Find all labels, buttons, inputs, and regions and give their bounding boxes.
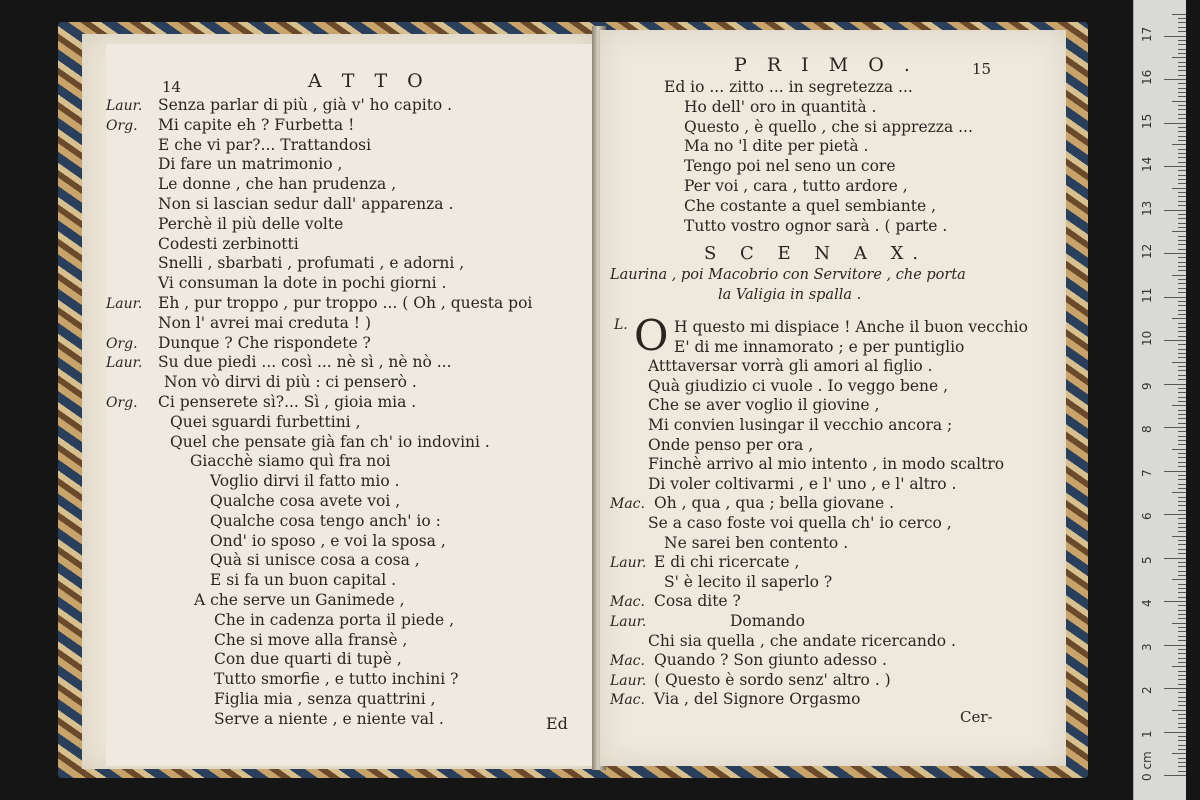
- ruler-tick: [1172, 492, 1186, 493]
- ruler-tick: [1172, 623, 1186, 624]
- ruler-tick: [1178, 336, 1186, 337]
- verse-line: S' è lecito il saperlo ?: [664, 572, 833, 591]
- ruler-tick: [1178, 501, 1186, 502]
- ruler-tick: [1178, 270, 1186, 271]
- ruler-tick: [1178, 444, 1186, 445]
- verse-line: Perchè il più delle volte: [158, 214, 344, 233]
- verse-line: Che si move alla fransè ,: [214, 630, 408, 649]
- verse-line: Che se aver voglio il giovine ,: [648, 396, 880, 415]
- verse-line: ( Questo è sordo senz' altro . ): [654, 670, 891, 689]
- ruler-tick: [1172, 188, 1186, 189]
- verse-line: Che in cadenza porta il piede ,: [214, 610, 455, 629]
- verse-line: Quando ? Son giunto adesso .: [654, 651, 887, 670]
- ruler-tick: [1178, 70, 1186, 71]
- ruler-tick: [1178, 684, 1186, 685]
- right-page: [600, 30, 1066, 766]
- ruler-tick: [1178, 631, 1186, 632]
- ruler-number: 5: [1140, 555, 1154, 564]
- verse-line: Ond' io sposo , e voi la sposa ,: [210, 531, 446, 550]
- ruler-tick: [1172, 14, 1186, 15]
- ruler-tick: [1164, 123, 1186, 124]
- verse-line: Quei sguardi furbettini ,: [170, 412, 361, 431]
- verse-line: Non l' avrei mai creduta ! ): [158, 313, 372, 332]
- ruler-number: 12: [1140, 243, 1154, 259]
- ruler-tick: [1178, 22, 1186, 23]
- ruler-tick: [1172, 231, 1186, 232]
- ruler-tick: [1178, 658, 1186, 659]
- ruler-tick: [1178, 114, 1186, 115]
- ruler-tick: [1178, 714, 1186, 715]
- ruler-tick: [1172, 57, 1186, 58]
- catchword: Ed: [546, 714, 568, 733]
- ruler-tick: [1178, 40, 1186, 41]
- ruler-tick: [1178, 475, 1186, 476]
- ruler-tick: [1164, 253, 1186, 254]
- ruler-tick: [1178, 288, 1186, 289]
- ruler-tick: [1178, 571, 1186, 572]
- ruler-tick: [1178, 549, 1186, 550]
- ruler-tick: [1178, 257, 1186, 258]
- ruler-tick: [1178, 18, 1186, 19]
- ruler-tick: [1178, 236, 1186, 237]
- ruler-tick: [1178, 131, 1186, 132]
- ruler-tick: [1178, 62, 1186, 63]
- verse-line: Giacchè siamo quì fra noi: [190, 452, 391, 471]
- ruler-tick: [1178, 523, 1186, 524]
- ruler-tick: [1178, 314, 1186, 315]
- ruler-tick: [1172, 405, 1186, 406]
- ruler-tick: [1178, 636, 1186, 637]
- verse-line: Qualche cosa tengo anch' io :: [210, 511, 441, 530]
- ruler-tick: [1178, 175, 1186, 176]
- ruler-tick: [1178, 331, 1186, 332]
- verse-line: Mi convien lusingar il vecchio ancora ;: [648, 416, 953, 434]
- ruler-tick: [1178, 75, 1186, 76]
- verse-line: Vi consuman la dote in pochi giorni .: [158, 274, 447, 293]
- ruler-tick: [1164, 732, 1186, 733]
- ruler-tick: [1178, 766, 1186, 767]
- ruler-tick: [1164, 297, 1186, 298]
- ruler-tick: [1178, 692, 1186, 693]
- ruler-tick: [1178, 196, 1186, 197]
- verse-line: Non vò dirvi di più : ci penserò .: [164, 373, 417, 392]
- ruler-tick: [1178, 357, 1186, 358]
- ruler-tick: [1178, 375, 1186, 376]
- ruler-number: 7: [1140, 468, 1154, 477]
- verse-line: Oh , qua , qua ; bella giovane .: [654, 494, 895, 513]
- ruler-tick: [1178, 614, 1186, 615]
- ruler-tick: [1178, 283, 1186, 284]
- verse-line: Non si lascian sedur dall' apparenza .: [158, 195, 454, 213]
- ruler-tick: [1178, 488, 1186, 489]
- verse-line: Chi sia quella , che andate ricercando .: [648, 631, 956, 650]
- verse-line: Serve a niente , e niente val .: [214, 709, 444, 728]
- speaker-label: Mac.: [610, 496, 645, 513]
- verse-line: Che costante a quel sembiante ,: [684, 196, 937, 215]
- ruler-tick: [1178, 414, 1186, 415]
- ruler-tick: [1178, 83, 1186, 84]
- ruler-tick: [1178, 205, 1186, 206]
- ruler-tick: [1178, 105, 1186, 106]
- ruler-tick: [1172, 101, 1186, 102]
- ruler-tick: [1178, 214, 1186, 215]
- ruler-tick: [1178, 745, 1186, 746]
- ruler-tick: [1178, 675, 1186, 676]
- ruler-tick: [1178, 244, 1186, 245]
- ruler-tick: [1178, 588, 1186, 589]
- verse-line: Per voi , cara , tutto ardore ,: [684, 177, 908, 195]
- ruler-tick: [1178, 31, 1186, 32]
- ruler-number: 0 cm: [1140, 751, 1154, 781]
- ruler-tick: [1178, 392, 1186, 393]
- speaker-label: Laur.: [106, 296, 143, 312]
- ruler-tick: [1178, 149, 1186, 150]
- ruler-tick: [1178, 179, 1186, 180]
- ruler-tick: [1178, 397, 1186, 398]
- ruler-tick: [1178, 96, 1186, 97]
- stage-direction: la Valigia in spalla .: [718, 287, 862, 303]
- ruler-tick: [1164, 601, 1186, 602]
- ruler-tick: [1178, 566, 1186, 567]
- speaker-label: Mac.: [610, 653, 645, 670]
- ruler-tick: [1164, 471, 1186, 472]
- verse-line: Tengo poi nel seno un core: [684, 157, 896, 176]
- verse-line: E si fa un buon capital .: [210, 571, 397, 590]
- ruler-tick: [1178, 592, 1186, 593]
- ruler-tick: [1178, 505, 1186, 506]
- ruler-tick: [1178, 349, 1186, 350]
- ruler-tick: [1178, 44, 1186, 45]
- ruler-tick: [1178, 323, 1186, 324]
- verse-line: Ed io ... zitto ... in segretezza ...: [664, 78, 913, 96]
- ruler-tick: [1178, 127, 1186, 128]
- ruler-tick: [1178, 170, 1186, 171]
- ruler-tick: [1178, 662, 1186, 663]
- verse-line: Atttaversar vorrà gli amori al figlio .: [648, 357, 933, 376]
- verse-line: Via , del Signore Orgasmo: [654, 690, 861, 709]
- ruler-tick: [1178, 671, 1186, 672]
- verse-line: Quel che pensate già fan ch' io indovini .: [170, 432, 490, 451]
- right-page-text: [600, 30, 1066, 766]
- ruler-tick: [1178, 584, 1186, 585]
- ruler-tick: [1172, 753, 1186, 754]
- ruler-tick: [1178, 410, 1186, 411]
- verse-line: Cosa dite ?: [654, 592, 741, 611]
- verse-line: Quà si unisce cosa a cosa ,: [210, 551, 420, 570]
- speaker-label: Laur.: [106, 98, 143, 114]
- ruler-tick: [1164, 427, 1186, 428]
- speaker-label: Org.: [106, 335, 138, 352]
- ruler-tick: [1178, 723, 1186, 724]
- ruler-number: 15: [1140, 113, 1154, 129]
- verse-line: Codesti zerbinotti: [158, 234, 299, 253]
- stage-direction: Laurina , poi Macobrio con Servitore , che porta: [610, 267, 966, 283]
- ruler-tick: [1164, 340, 1186, 341]
- ruler-tick: [1178, 136, 1186, 137]
- speaker-label: Laur.: [610, 555, 647, 572]
- ruler-tick: [1178, 531, 1186, 532]
- ruler-number: 4: [1140, 599, 1154, 607]
- speaker-label: Mac.: [610, 594, 645, 611]
- ruler-tick: [1178, 749, 1186, 750]
- ruler-tick: [1178, 697, 1186, 698]
- verse-line: Di voler coltivarmi , e l' uno , e l' altro .: [648, 474, 957, 493]
- ruler-tick: [1178, 618, 1186, 619]
- ruler-number: 17: [1140, 26, 1154, 42]
- ruler-tick: [1178, 153, 1186, 154]
- ruler-tick: [1178, 344, 1186, 345]
- running-header: P R I M O .: [734, 54, 917, 76]
- ruler-tick: [1178, 218, 1186, 219]
- verse-line: Tutto vostro ognor sarà . ( parte .: [684, 216, 948, 235]
- ruler-tick: [1178, 423, 1186, 424]
- speaker-label: Laur.: [610, 614, 647, 630]
- drop-cap: O: [634, 311, 669, 360]
- verse-line: Tutto smorfie , e tutto inchini ?: [214, 670, 459, 689]
- measurement-ruler: [1133, 0, 1186, 800]
- ruler-tick: [1178, 262, 1186, 263]
- ruler-tick: [1178, 540, 1186, 541]
- ruler-tick: [1172, 362, 1186, 363]
- verse-line: Su due piedi ... così ... nè sì , nè nò ...: [158, 353, 452, 372]
- ruler-tick: [1178, 327, 1186, 328]
- ruler-tick: [1178, 183, 1186, 184]
- ruler-tick: [1178, 418, 1186, 419]
- ruler-tick: [1178, 497, 1186, 498]
- ruler-tick: [1164, 558, 1186, 559]
- verse-line: Dunque ? Che rispondete ?: [158, 333, 371, 352]
- ruler-tick: [1178, 118, 1186, 119]
- ruler-tick: [1178, 305, 1186, 306]
- ruler-tick: [1164, 36, 1186, 37]
- ruler-tick: [1178, 140, 1186, 141]
- ruler-tick: [1178, 92, 1186, 93]
- ruler-tick: [1164, 688, 1186, 689]
- ruler-tick: [1178, 453, 1186, 454]
- page-number: 14: [162, 78, 182, 96]
- ruler-tick: [1178, 758, 1186, 759]
- speaker-label: L.: [614, 317, 628, 333]
- ruler-tick: [1178, 353, 1186, 354]
- ruler-number: 6: [1140, 512, 1154, 520]
- speaker-label: Org.: [106, 395, 138, 411]
- verse-line: Snelli , sbarbati , profumati , e adorni ,: [158, 254, 465, 273]
- verse-line: Voglio dirvi il fatto mio .: [210, 472, 400, 491]
- ruler-number: 13: [1140, 200, 1154, 216]
- ruler-tick: [1178, 88, 1186, 89]
- verse-line: Mi capite eh ? Furbetta !: [158, 115, 355, 134]
- ruler-tick: [1178, 462, 1186, 463]
- ruler-tick: [1178, 484, 1186, 485]
- ruler-tick: [1178, 701, 1186, 702]
- ruler-tick: [1178, 27, 1186, 28]
- verse-line: Questo , è quello , che si apprezza ...: [684, 117, 973, 136]
- ruler-tick: [1164, 166, 1186, 167]
- ruler-tick: [1178, 718, 1186, 719]
- ruler-tick: [1178, 479, 1186, 480]
- ruler-tick: [1178, 605, 1186, 606]
- ruler-tick: [1178, 227, 1186, 228]
- ruler-tick: [1178, 527, 1186, 528]
- ruler-tick: [1178, 544, 1186, 545]
- ruler-tick: [1178, 301, 1186, 302]
- ruler-tick: [1178, 192, 1186, 193]
- ruler-tick: [1178, 597, 1186, 598]
- verse-line: E di chi ricercate ,: [654, 553, 800, 572]
- verse-line: Ne sarei ben contento .: [664, 533, 849, 552]
- ruler-tick: [1178, 705, 1186, 706]
- verse-line: Ci penserete sì?... Sì , gioia mia .: [158, 393, 417, 411]
- speaker-label: Laur.: [106, 355, 143, 372]
- ruler-tick: [1178, 223, 1186, 224]
- verse-line: Quà giudizio ci vuole . Io veggo bene ,: [648, 376, 949, 395]
- verse-line: A che serve un Ganimede ,: [194, 591, 405, 609]
- ruler-tick: [1178, 388, 1186, 389]
- speaker-label: Org.: [106, 117, 138, 134]
- verse-line: E' di me innamorato ; e per puntiglio: [674, 337, 965, 356]
- ruler-number: 3: [1140, 642, 1154, 651]
- catchword: Cer-: [960, 708, 993, 726]
- ruler-tick: [1164, 645, 1186, 646]
- verse-line: Ma no 'l dite per pietà .: [684, 137, 869, 156]
- ruler-tick: [1178, 575, 1186, 576]
- ruler-tick: [1164, 514, 1186, 515]
- ruler-number: 9: [1140, 381, 1154, 390]
- ruler-tick: [1178, 727, 1186, 728]
- ruler-tick: [1172, 579, 1186, 580]
- ruler-tick: [1178, 53, 1186, 54]
- ruler-tick: [1172, 666, 1186, 667]
- ruler-tick: [1178, 610, 1186, 611]
- ruler-tick: [1178, 66, 1186, 67]
- ruler-tick: [1178, 457, 1186, 458]
- ruler-tick: [1178, 553, 1186, 554]
- page-number: 15: [972, 60, 992, 78]
- ruler-tick: [1172, 710, 1186, 711]
- ruler-tick: [1178, 762, 1186, 763]
- ruler-tick: [1178, 736, 1186, 737]
- ruler-tick: [1178, 518, 1186, 519]
- speaker-label: Mac.: [610, 692, 645, 709]
- verse-line: Domando: [730, 612, 805, 630]
- ruler-tick: [1172, 536, 1186, 537]
- ruler-tick: [1178, 640, 1186, 641]
- ruler-tick: [1178, 510, 1186, 511]
- left-page: [82, 34, 597, 769]
- verse-line: Qualche cosa avete voi ,: [210, 492, 401, 510]
- ruler-tick: [1164, 775, 1186, 776]
- ruler-tick: [1172, 275, 1186, 276]
- scene-title: S C E N A X.: [704, 243, 928, 264]
- ruler-tick: [1172, 449, 1186, 450]
- speaker-label: Laur.: [610, 672, 647, 689]
- ruler-number: 2: [1140, 686, 1154, 694]
- ruler-number: 10: [1140, 330, 1154, 346]
- ruler-tick: [1178, 431, 1186, 432]
- verse-line: Figlia mia , senza quattrini ,: [214, 690, 436, 708]
- verse-line: Con due quarti di tupè ,: [214, 650, 402, 669]
- verse-line: Onde penso per ora ,: [648, 435, 814, 454]
- verse-line: E che vi par?... Trattandosi: [158, 135, 372, 154]
- verse-line: Eh , pur troppo , pur troppo ... ( Oh , questa poi: [158, 294, 533, 312]
- ruler-tick: [1178, 366, 1186, 367]
- ruler-tick: [1178, 240, 1186, 241]
- ruler-tick: [1178, 162, 1186, 163]
- ruler-tick: [1178, 370, 1186, 371]
- ruler-tick: [1178, 466, 1186, 467]
- ruler-tick: [1178, 249, 1186, 250]
- ruler-tick: [1172, 144, 1186, 145]
- ruler-tick: [1178, 279, 1186, 280]
- verse-line: H questo mi dispiace ! Anche il buon vecchio: [674, 318, 1028, 336]
- left-page-text: [106, 44, 602, 766]
- ruler-tick: [1178, 266, 1186, 267]
- ruler-tick: [1178, 157, 1186, 158]
- ruler-number: 1: [1140, 729, 1154, 738]
- ruler-tick: [1178, 436, 1186, 437]
- ruler-number: 8: [1140, 425, 1154, 433]
- ruler-tick: [1164, 79, 1186, 80]
- ruler-tick: [1178, 109, 1186, 110]
- verse-line: Senza parlar di più , già v' ho capito .: [158, 96, 453, 114]
- ruler-tick: [1178, 771, 1186, 772]
- ruler-tick: [1164, 384, 1186, 385]
- left-page-paper: [106, 44, 602, 766]
- verse-line: Finchè arrivo al mio intento , in modo scaltro: [648, 455, 1005, 474]
- ruler-number: 14: [1140, 156, 1154, 172]
- running-header: A T T O: [308, 70, 430, 92]
- ruler-tick: [1178, 562, 1186, 563]
- ruler-tick: [1164, 210, 1186, 211]
- ruler-tick: [1172, 318, 1186, 319]
- ruler-tick: [1178, 401, 1186, 402]
- ruler-tick: [1178, 440, 1186, 441]
- ruler-number: 16: [1140, 69, 1154, 85]
- ruler-tick: [1178, 627, 1186, 628]
- ruler-tick: [1178, 49, 1186, 50]
- ruler-number: 11: [1140, 287, 1154, 303]
- verse-line: Di fare un matrimonio ,: [158, 155, 343, 174]
- ruler-tick: [1178, 740, 1186, 741]
- ruler-tick: [1178, 679, 1186, 680]
- ruler-tick: [1178, 379, 1186, 380]
- verse-line: Se a caso foste voi quella ch' io cerco ,: [648, 514, 952, 532]
- ruler-tick: [1178, 653, 1186, 654]
- verse-line: Le donne , che han prudenza ,: [158, 175, 397, 194]
- ruler-tick: [1178, 649, 1186, 650]
- ruler-tick: [1178, 310, 1186, 311]
- verse-line: Ho dell' oro in quantità .: [684, 97, 877, 116]
- ruler-tick: [1178, 292, 1186, 293]
- ruler-tick: [1178, 201, 1186, 202]
